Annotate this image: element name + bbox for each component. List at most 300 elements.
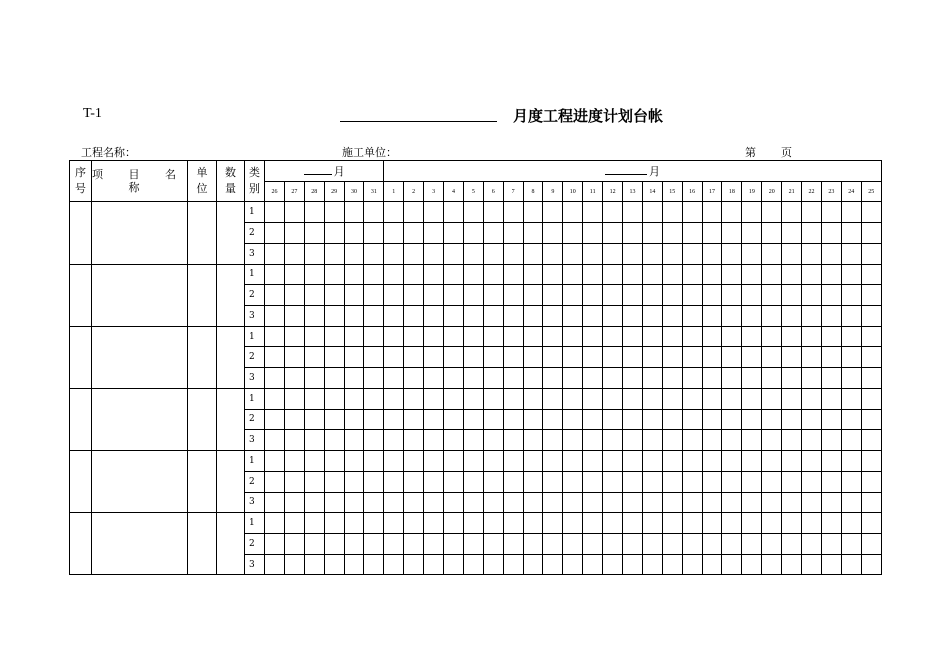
day-cell[interactable] <box>444 347 464 368</box>
unit-cell[interactable] <box>188 388 217 450</box>
day-cell[interactable] <box>662 388 682 409</box>
day-cell[interactable] <box>603 409 623 430</box>
day-cell[interactable] <box>304 243 324 264</box>
day-cell[interactable] <box>762 202 782 223</box>
day-cell[interactable] <box>304 202 324 223</box>
day-cell[interactable] <box>444 243 464 264</box>
day-cell[interactable] <box>364 223 384 244</box>
day-cell[interactable] <box>444 388 464 409</box>
day-cell[interactable] <box>404 492 424 513</box>
day-cell[interactable] <box>782 430 802 451</box>
day-cell[interactable] <box>364 409 384 430</box>
day-cell[interactable] <box>841 430 861 451</box>
day-cell[interactable] <box>304 492 324 513</box>
day-cell[interactable] <box>523 368 543 389</box>
day-cell[interactable] <box>642 368 662 389</box>
day-cell[interactable] <box>483 451 503 472</box>
day-cell[interactable] <box>722 430 742 451</box>
day-cell[interactable] <box>802 347 822 368</box>
day-cell[interactable] <box>762 388 782 409</box>
day-cell[interactable] <box>523 223 543 244</box>
day-cell[interactable] <box>742 202 762 223</box>
day-cell[interactable] <box>722 202 742 223</box>
day-cell[interactable] <box>802 492 822 513</box>
day-cell[interactable] <box>265 492 285 513</box>
day-cell[interactable] <box>861 492 881 513</box>
day-cell[interactable] <box>623 388 643 409</box>
day-cell[interactable] <box>265 347 285 368</box>
day-cell[interactable] <box>583 388 603 409</box>
day-cell[interactable] <box>483 554 503 575</box>
day-cell[interactable] <box>861 513 881 534</box>
day-cell[interactable] <box>623 451 643 472</box>
day-cell[interactable] <box>722 326 742 347</box>
day-cell[interactable] <box>682 409 702 430</box>
day-cell[interactable] <box>404 326 424 347</box>
day-cell[interactable] <box>642 492 662 513</box>
day-cell[interactable] <box>364 430 384 451</box>
day-cell[interactable] <box>424 471 444 492</box>
day-cell[interactable] <box>642 243 662 264</box>
day-cell[interactable] <box>384 326 404 347</box>
day-cell[interactable] <box>841 264 861 285</box>
day-cell[interactable] <box>821 513 841 534</box>
day-cell[interactable] <box>603 471 623 492</box>
day-cell[interactable] <box>364 285 384 306</box>
day-cell[interactable] <box>682 388 702 409</box>
day-cell[interactable] <box>463 347 483 368</box>
day-cell[interactable] <box>762 409 782 430</box>
day-cell[interactable] <box>782 202 802 223</box>
day-cell[interactable] <box>782 285 802 306</box>
day-cell[interactable] <box>503 554 523 575</box>
day-cell[interactable] <box>762 451 782 472</box>
day-cell[interactable] <box>284 451 304 472</box>
day-cell[interactable] <box>583 243 603 264</box>
day-cell[interactable] <box>742 492 762 513</box>
day-cell[interactable] <box>444 264 464 285</box>
day-cell[interactable] <box>802 285 822 306</box>
day-cell[interactable] <box>623 513 643 534</box>
day-cell[interactable] <box>583 326 603 347</box>
day-cell[interactable] <box>404 243 424 264</box>
day-cell[interactable] <box>324 243 344 264</box>
day-cell[interactable] <box>483 409 503 430</box>
day-cell[interactable] <box>444 533 464 554</box>
day-cell[interactable] <box>404 471 424 492</box>
day-cell[interactable] <box>463 306 483 327</box>
day-cell[interactable] <box>662 285 682 306</box>
day-cell[interactable] <box>583 285 603 306</box>
day-cell[interactable] <box>563 264 583 285</box>
day-cell[interactable] <box>583 471 603 492</box>
day-cell[interactable] <box>662 264 682 285</box>
day-cell[interactable] <box>841 513 861 534</box>
day-cell[interactable] <box>642 451 662 472</box>
day-cell[interactable] <box>463 285 483 306</box>
day-cell[interactable] <box>364 388 384 409</box>
day-cell[interactable] <box>662 554 682 575</box>
day-cell[interactable] <box>782 451 802 472</box>
day-cell[interactable] <box>662 306 682 327</box>
unit-cell[interactable] <box>188 264 217 326</box>
day-cell[interactable] <box>324 451 344 472</box>
day-cell[interactable] <box>642 264 662 285</box>
day-cell[interactable] <box>702 368 722 389</box>
day-cell[interactable] <box>463 554 483 575</box>
day-cell[interactable] <box>662 533 682 554</box>
day-cell[interactable] <box>364 326 384 347</box>
day-cell[interactable] <box>722 223 742 244</box>
day-cell[interactable] <box>284 513 304 534</box>
day-cell[interactable] <box>265 554 285 575</box>
day-cell[interactable] <box>284 409 304 430</box>
item-name-cell[interactable] <box>92 388 188 450</box>
day-cell[interactable] <box>424 451 444 472</box>
day-cell[interactable] <box>384 409 404 430</box>
day-cell[interactable] <box>344 223 364 244</box>
day-cell[interactable] <box>463 368 483 389</box>
day-cell[interactable] <box>583 533 603 554</box>
day-cell[interactable] <box>603 264 623 285</box>
day-cell[interactable] <box>762 223 782 244</box>
day-cell[interactable] <box>563 554 583 575</box>
day-cell[interactable] <box>404 430 424 451</box>
day-cell[interactable] <box>802 223 822 244</box>
day-cell[interactable] <box>702 285 722 306</box>
day-cell[interactable] <box>821 430 841 451</box>
day-cell[interactable] <box>483 223 503 244</box>
day-cell[interactable] <box>821 554 841 575</box>
day-cell[interactable] <box>523 492 543 513</box>
day-cell[interactable] <box>304 326 324 347</box>
day-cell[interactable] <box>284 264 304 285</box>
day-cell[interactable] <box>742 388 762 409</box>
day-cell[interactable] <box>563 285 583 306</box>
day-cell[interactable] <box>444 430 464 451</box>
day-cell[interactable] <box>463 471 483 492</box>
day-cell[interactable] <box>344 326 364 347</box>
day-cell[interactable] <box>603 451 623 472</box>
day-cell[interactable] <box>642 223 662 244</box>
day-cell[interactable] <box>583 202 603 223</box>
day-cell[interactable] <box>304 388 324 409</box>
day-cell[interactable] <box>722 513 742 534</box>
day-cell[interactable] <box>364 533 384 554</box>
day-cell[interactable] <box>543 554 563 575</box>
day-cell[interactable] <box>284 471 304 492</box>
day-cell[interactable] <box>483 388 503 409</box>
day-cell[interactable] <box>523 264 543 285</box>
day-cell[interactable] <box>623 533 643 554</box>
day-cell[interactable] <box>364 554 384 575</box>
quantity-cell[interactable] <box>217 451 245 513</box>
day-cell[interactable] <box>821 223 841 244</box>
day-cell[interactable] <box>463 264 483 285</box>
day-cell[interactable] <box>583 223 603 244</box>
day-cell[interactable] <box>782 533 802 554</box>
day-cell[interactable] <box>483 264 503 285</box>
day-cell[interactable] <box>384 451 404 472</box>
day-cell[interactable] <box>861 554 881 575</box>
day-cell[interactable] <box>344 492 364 513</box>
day-cell[interactable] <box>682 243 702 264</box>
day-cell[interactable] <box>742 306 762 327</box>
day-cell[interactable] <box>503 347 523 368</box>
day-cell[interactable] <box>324 223 344 244</box>
day-cell[interactable] <box>782 326 802 347</box>
day-cell[interactable] <box>444 306 464 327</box>
day-cell[interactable] <box>424 554 444 575</box>
day-cell[interactable] <box>404 409 424 430</box>
day-cell[interactable] <box>702 223 722 244</box>
day-cell[interactable] <box>503 430 523 451</box>
day-cell[interactable] <box>463 492 483 513</box>
day-cell[interactable] <box>623 368 643 389</box>
day-cell[interactable] <box>384 285 404 306</box>
day-cell[interactable] <box>603 430 623 451</box>
day-cell[interactable] <box>682 368 702 389</box>
day-cell[interactable] <box>782 513 802 534</box>
day-cell[interactable] <box>364 492 384 513</box>
day-cell[interactable] <box>324 306 344 327</box>
day-cell[interactable] <box>742 326 762 347</box>
day-cell[interactable] <box>503 306 523 327</box>
day-cell[interactable] <box>742 451 762 472</box>
day-cell[interactable] <box>642 554 662 575</box>
day-cell[interactable] <box>265 451 285 472</box>
day-cell[interactable] <box>463 326 483 347</box>
day-cell[interactable] <box>364 202 384 223</box>
day-cell[interactable] <box>722 492 742 513</box>
day-cell[interactable] <box>563 451 583 472</box>
day-cell[interactable] <box>384 533 404 554</box>
day-cell[interactable] <box>344 513 364 534</box>
day-cell[interactable] <box>304 451 324 472</box>
day-cell[interactable] <box>762 554 782 575</box>
day-cell[interactable] <box>563 492 583 513</box>
day-cell[interactable] <box>841 388 861 409</box>
day-cell[interactable] <box>523 306 543 327</box>
day-cell[interactable] <box>543 471 563 492</box>
day-cell[interactable] <box>384 347 404 368</box>
day-cell[interactable] <box>364 347 384 368</box>
item-name-cell[interactable] <box>92 326 188 388</box>
item-name-cell[interactable] <box>92 202 188 264</box>
day-cell[interactable] <box>284 554 304 575</box>
day-cell[interactable] <box>384 430 404 451</box>
day-cell[interactable] <box>523 554 543 575</box>
day-cell[interactable] <box>802 513 822 534</box>
unit-cell[interactable] <box>188 326 217 388</box>
day-cell[interactable] <box>304 554 324 575</box>
day-cell[interactable] <box>861 326 881 347</box>
day-cell[interactable] <box>623 492 643 513</box>
day-cell[interactable] <box>483 347 503 368</box>
day-cell[interactable] <box>424 243 444 264</box>
day-cell[interactable] <box>583 430 603 451</box>
day-cell[interactable] <box>762 471 782 492</box>
day-cell[interactable] <box>662 451 682 472</box>
day-cell[interactable] <box>623 471 643 492</box>
day-cell[interactable] <box>782 368 802 389</box>
day-cell[interactable] <box>384 202 404 223</box>
day-cell[interactable] <box>603 285 623 306</box>
day-cell[interactable] <box>861 264 881 285</box>
day-cell[interactable] <box>742 471 762 492</box>
day-cell[interactable] <box>642 285 662 306</box>
day-cell[interactable] <box>563 243 583 264</box>
day-cell[interactable] <box>762 368 782 389</box>
item-name-cell[interactable] <box>92 451 188 513</box>
day-cell[interactable] <box>384 492 404 513</box>
day-cell[interactable] <box>304 285 324 306</box>
day-cell[interactable] <box>444 223 464 244</box>
day-cell[interactable] <box>523 202 543 223</box>
day-cell[interactable] <box>642 513 662 534</box>
day-cell[interactable] <box>802 471 822 492</box>
day-cell[interactable] <box>642 202 662 223</box>
day-cell[interactable] <box>702 306 722 327</box>
day-cell[interactable] <box>802 533 822 554</box>
day-cell[interactable] <box>424 264 444 285</box>
day-cell[interactable] <box>265 285 285 306</box>
day-cell[interactable] <box>821 285 841 306</box>
day-cell[interactable] <box>662 368 682 389</box>
day-cell[interactable] <box>483 326 503 347</box>
day-cell[interactable] <box>623 430 643 451</box>
day-cell[interactable] <box>523 430 543 451</box>
seq-cell[interactable] <box>70 202 92 264</box>
day-cell[interactable] <box>265 202 285 223</box>
quantity-cell[interactable] <box>217 264 245 326</box>
day-cell[interactable] <box>463 533 483 554</box>
day-cell[interactable] <box>304 533 324 554</box>
day-cell[interactable] <box>802 243 822 264</box>
day-cell[interactable] <box>782 347 802 368</box>
day-cell[interactable] <box>523 347 543 368</box>
day-cell[interactable] <box>821 388 841 409</box>
day-cell[interactable] <box>344 554 364 575</box>
day-cell[interactable] <box>344 451 364 472</box>
day-cell[interactable] <box>642 347 662 368</box>
day-cell[interactable] <box>821 326 841 347</box>
day-cell[interactable] <box>344 533 364 554</box>
day-cell[interactable] <box>265 513 285 534</box>
quantity-cell[interactable] <box>217 202 245 264</box>
day-cell[interactable] <box>841 471 861 492</box>
day-cell[interactable] <box>583 451 603 472</box>
day-cell[interactable] <box>702 388 722 409</box>
day-cell[interactable] <box>742 554 762 575</box>
day-cell[interactable] <box>821 264 841 285</box>
day-cell[interactable] <box>861 409 881 430</box>
day-cell[interactable] <box>424 388 444 409</box>
day-cell[interactable] <box>463 223 483 244</box>
day-cell[interactable] <box>682 264 702 285</box>
day-cell[interactable] <box>702 264 722 285</box>
day-cell[interactable] <box>762 347 782 368</box>
day-cell[interactable] <box>603 533 623 554</box>
day-cell[interactable] <box>344 471 364 492</box>
day-cell[interactable] <box>444 285 464 306</box>
day-cell[interactable] <box>802 451 822 472</box>
quantity-cell[interactable] <box>217 513 245 575</box>
day-cell[interactable] <box>722 471 742 492</box>
day-cell[interactable] <box>583 347 603 368</box>
day-cell[interactable] <box>463 388 483 409</box>
seq-cell[interactable] <box>70 513 92 575</box>
day-cell[interactable] <box>841 243 861 264</box>
day-cell[interactable] <box>503 326 523 347</box>
day-cell[interactable] <box>821 368 841 389</box>
day-cell[interactable] <box>861 306 881 327</box>
day-cell[interactable] <box>543 223 563 244</box>
day-cell[interactable] <box>384 306 404 327</box>
day-cell[interactable] <box>463 409 483 430</box>
day-cell[interactable] <box>841 554 861 575</box>
day-cell[interactable] <box>702 533 722 554</box>
day-cell[interactable] <box>603 554 623 575</box>
day-cell[interactable] <box>503 533 523 554</box>
day-cell[interactable] <box>404 347 424 368</box>
day-cell[interactable] <box>444 202 464 223</box>
day-cell[interactable] <box>603 202 623 223</box>
day-cell[interactable] <box>344 285 364 306</box>
day-cell[interactable] <box>841 409 861 430</box>
seq-cell[interactable] <box>70 264 92 326</box>
day-cell[interactable] <box>702 513 722 534</box>
day-cell[interactable] <box>543 513 563 534</box>
day-cell[interactable] <box>523 533 543 554</box>
day-cell[interactable] <box>662 409 682 430</box>
day-cell[interactable] <box>483 533 503 554</box>
day-cell[interactable] <box>841 533 861 554</box>
day-cell[interactable] <box>424 513 444 534</box>
day-cell[interactable] <box>802 430 822 451</box>
day-cell[interactable] <box>284 368 304 389</box>
day-cell[interactable] <box>821 409 841 430</box>
day-cell[interactable] <box>802 388 822 409</box>
day-cell[interactable] <box>861 347 881 368</box>
day-cell[interactable] <box>344 388 364 409</box>
day-cell[interactable] <box>662 347 682 368</box>
day-cell[interactable] <box>284 285 304 306</box>
day-cell[interactable] <box>603 492 623 513</box>
quantity-cell[interactable] <box>217 326 245 388</box>
day-cell[interactable] <box>463 513 483 534</box>
day-cell[interactable] <box>503 388 523 409</box>
day-cell[interactable] <box>742 264 762 285</box>
day-cell[interactable] <box>682 285 702 306</box>
day-cell[interactable] <box>324 368 344 389</box>
day-cell[interactable] <box>523 326 543 347</box>
day-cell[interactable] <box>722 368 742 389</box>
day-cell[interactable] <box>742 223 762 244</box>
day-cell[interactable] <box>682 430 702 451</box>
day-cell[interactable] <box>821 306 841 327</box>
day-cell[interactable] <box>404 223 424 244</box>
day-cell[interactable] <box>304 368 324 389</box>
day-cell[interactable] <box>384 243 404 264</box>
day-cell[interactable] <box>284 243 304 264</box>
day-cell[interactable] <box>623 285 643 306</box>
day-cell[interactable] <box>702 202 722 223</box>
day-cell[interactable] <box>841 223 861 244</box>
unit-cell[interactable] <box>188 451 217 513</box>
day-cell[interactable] <box>802 368 822 389</box>
day-cell[interactable] <box>483 243 503 264</box>
